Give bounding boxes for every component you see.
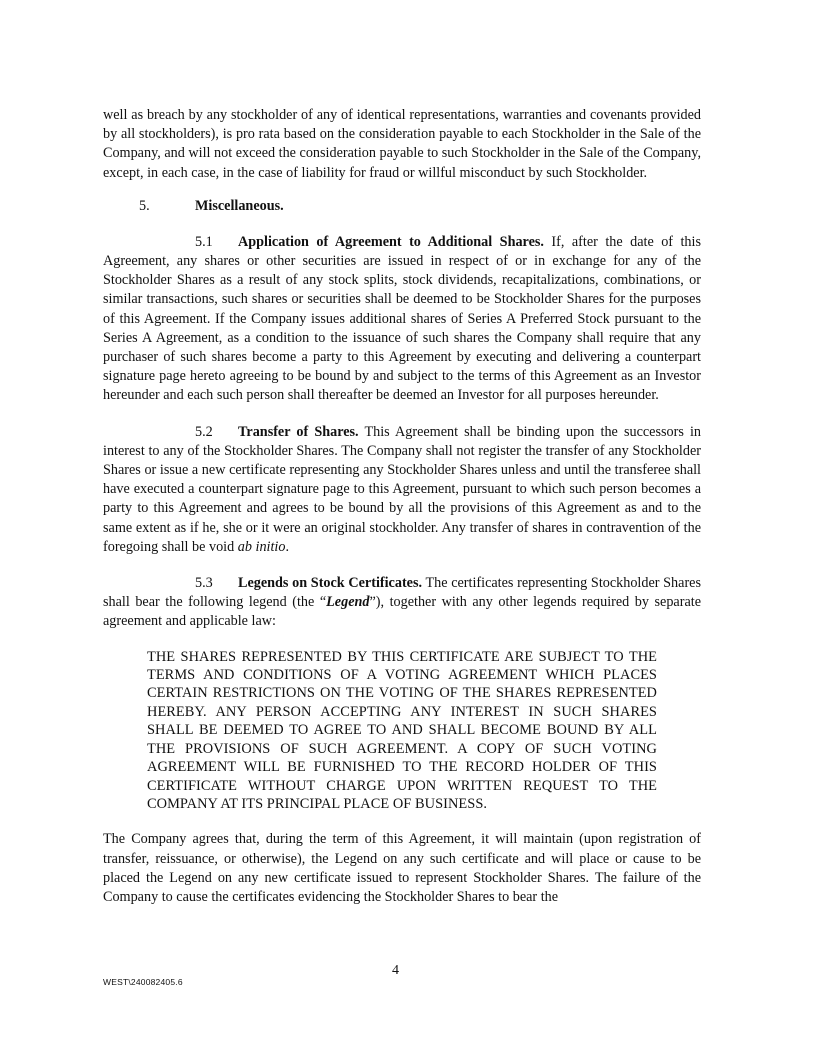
section-title: Application of Agreement to Additional Shares. [238, 233, 544, 250]
sentence-end: . [285, 538, 290, 555]
latin-phrase: ab initio [237, 538, 286, 555]
section-5-2-paragraph [103, 423, 701, 557]
page-number: 4 [392, 963, 399, 978]
section-number: 5.1 [195, 233, 213, 250]
defined-term: Legend [326, 594, 370, 611]
section-title: Transfer of Shares. [238, 423, 359, 440]
continuation-paragraph: well as breach by any stockholder of any of identical representations, warranties and covenants provided by all stockholders), is pro rata based on the consideration payable to each Stockholder in the Sale of the Company, and will not exceed the consideration payable to such Stockholder in the Sale of the Company, except, in each case, in the case of liability for fraud or willful misconduct by such Stockholder. [103, 107, 701, 181]
section-number: 5.2 [195, 423, 213, 440]
section-title: Legends on Stock Certificates. [238, 575, 423, 592]
document-page [103, 106, 701, 907]
section-body: If, after the date of this Agreement, any shares or other securities are issued in respect of or in exchange for any of the Stockholder Shares as a result of any stock splits, stock dividends, recapitalizations, combinations, or similar transactions, such shares or securities shall be deemed to be Stockholder Shares for the purposes of this Agreement. If the Company issues additional shares of Series A Preferred Stock pursuant to the Series A Agreement, as a condition to the issuance of such shares the Company shall require that any purchaser of such shares become a party to this Agreement by executing and delivering a counterpart signature page hereto agreeing to be bound by and subject to the terms of this Agreement as an Investor hereunder and each such person shall thereafter be deemed an Investor for all purposes hereunder. [103, 233, 701, 404]
closing-paragraph: The Company agrees that, during the term of this Agreement, it will maintain (upon registration of transfer, reissuance, or otherwise), the Legend on any such certificate and will place or cause to be placed the Legend on any new certificate issued to represent Stockholder Shares. The failure of the Company to cause the certificates evidencing the Stockholder Shares to bear the [103, 831, 701, 905]
section-body: This Agreement shall be binding upon the successors in interest to any of the Stockholder Shares. The Company shall not register the transfer of any Stockholder Shares or issue a new certificate representing any Stockholder Shares unless and until the transferee shall have executed a counterpart signature page to this Agreement, pursuant to which such person becomes a party to this Agreement and agrees to be bound by all the provisions of this Agreement as and to the same extent as if he, she or it were an original stockholder. Any transfer of shares in contravention of the foregoing shall be void [103, 423, 701, 555]
section-5-heading [103, 197, 701, 216]
section-number: 5. [139, 197, 150, 214]
section-5-3-paragraph [103, 574, 701, 632]
section-body-continued: ”), together with any other legends required by separate agreement and applicable law: [103, 594, 701, 630]
legend-block-quote: THE SHARES REPRESENTED BY THIS CERTIFICATE ARE SUBJECT TO THE TERMS AND CONDITIONS OF A VOTING AGREEMENT WHICH PLACES CERTAIN RESTRICTIONS ON THE VOTING OF THE SHARES REPRESENTED HEREBY. ANY PERSON ACCEPTING ANY INTEREST IN SUCH SHARES SHALL BE DEEMED TO AGREE TO AND SHALL BECOME BOUND BY ALL THE PROVISIONS OF SUCH AGREEMENT. A COPY OF SUCH VOTING AGREEMENT WILL BE FURNISHED TO THE RECORD HOLDER OF THIS CERTIFICATE WITHOUT CHARGE UPON WRITTEN REQUEST TO THE COMPANY AT ITS PRINCIPAL PLACE OF BUSINESS. [147, 648, 657, 812]
section-number: 5.3 [195, 575, 213, 592]
section-body: The certificates representing Stockholder Shares shall bear the following legend (the “ [103, 575, 701, 611]
section-title: Miscellaneous. [195, 197, 284, 214]
document-id: WEST\240082405.6 [103, 977, 183, 987]
section-5-1-paragraph [103, 233, 701, 406]
